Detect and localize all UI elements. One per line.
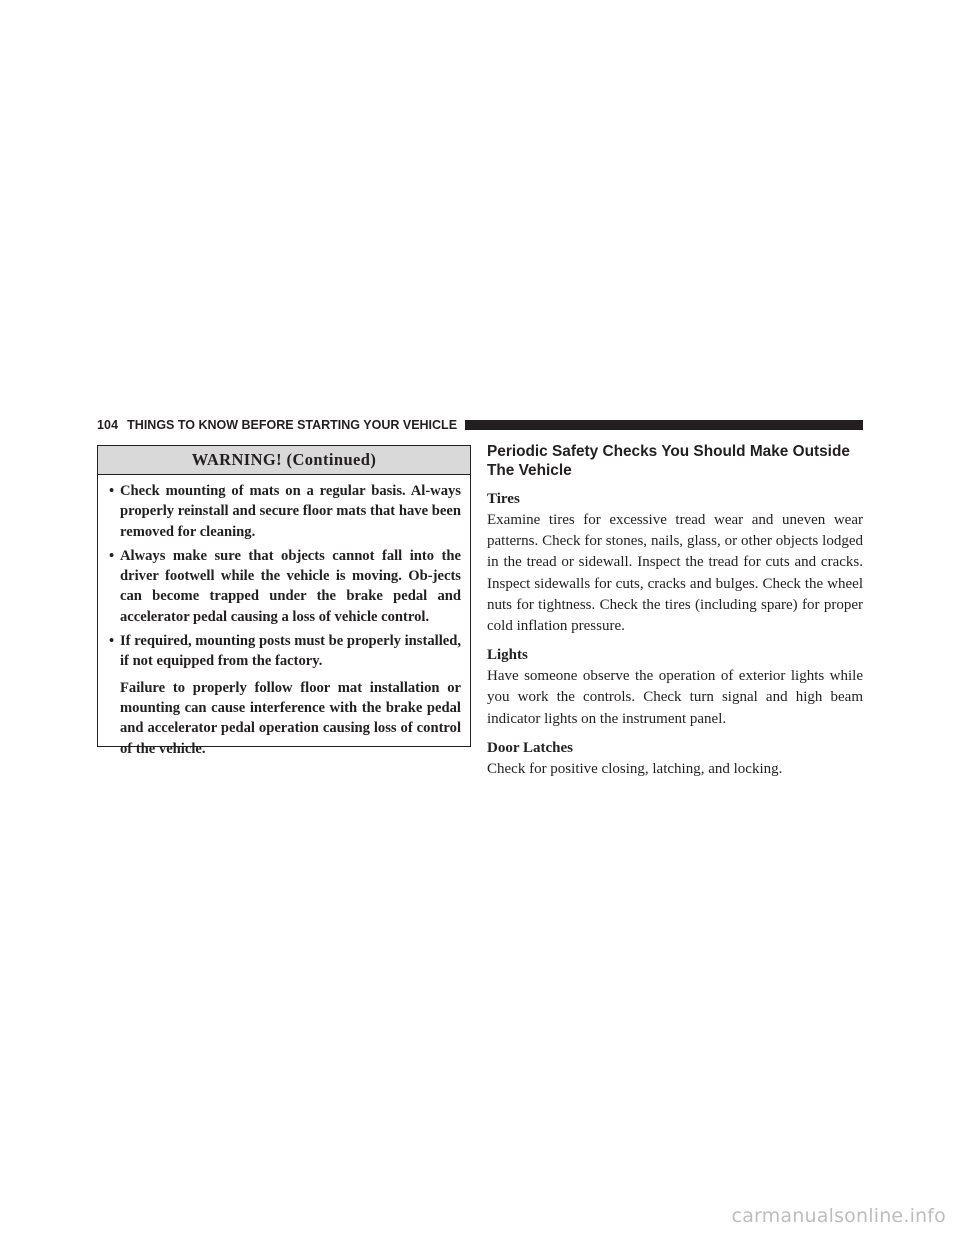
- warning-body: [98, 475, 470, 759]
- header-rule: [465, 420, 863, 430]
- subheading-tires: Tires: [487, 491, 520, 507]
- bullet-icon: •: [109, 547, 115, 564]
- door-latches-paragraph: Check for positive closing, latching, and locking.: [487, 760, 783, 777]
- chapter-title: THINGS TO KNOW BEFORE STARTING YOUR VEHICLE: [127, 418, 458, 432]
- page-number: 104: [97, 418, 119, 432]
- subheading-door-latches: Door Latches: [487, 739, 573, 756]
- subheading-lights: Lights: [487, 647, 528, 664]
- warning-bullet-text: Always make sure that objects cannot fall into the driver footwell while the vehicle is moving. Ob-jects can become trapped under the brake pedal and accelerator pedal causing a loss of vehicle control.: [120, 547, 461, 625]
- warning-box: [97, 445, 471, 757]
- warning-bullet-text: If required, mounting posts must be properly installed, if not equipped from the factory.: [120, 633, 461, 670]
- warning-bullet: [109, 631, 461, 672]
- warning-bullet-text: Check mounting of mats on a regular basis. Al-ways properly reinstall and secure floor mats that have been removed for cleaning.: [120, 483, 461, 540]
- right-column: [487, 442, 863, 780]
- warning-bullet: [109, 481, 461, 542]
- bullet-icon: •: [109, 483, 115, 499]
- warning-title: WARNING! (Continued): [98, 446, 470, 475]
- tires-paragraph: Examine tires for excessive tread wear and uneven wear patterns. Check for stones, nails, glass, or other objects lodged in the tread or sidewall. Inspect the tread for cuts and cracks. Inspect sidewalls for cuts, cracks and bulges. Check the wheel nuts for tightness. Check the tires (including spare) for proper cold inflation pressure.: [487, 512, 863, 635]
- watermark: carmanualsonline.info: [731, 1205, 946, 1227]
- warning-bullet: [109, 546, 461, 627]
- bullet-icon: •: [109, 633, 115, 650]
- page-header: [97, 418, 863, 432]
- lights-paragraph: Have someone observe the operation of exterior lights while you work the controls. Check turn signal and high beam indicator lights on the instrument panel.: [487, 668, 863, 727]
- warning-closing-paragraph: Failure to properly follow floor mat installation or mounting can cause interference with the brake pedal and accelerator pedal operation causing loss of control of the vehicle.: [120, 679, 461, 757]
- section-heading: Periodic Safety Checks You Should Make Outside The Vehicle: [487, 443, 850, 479]
